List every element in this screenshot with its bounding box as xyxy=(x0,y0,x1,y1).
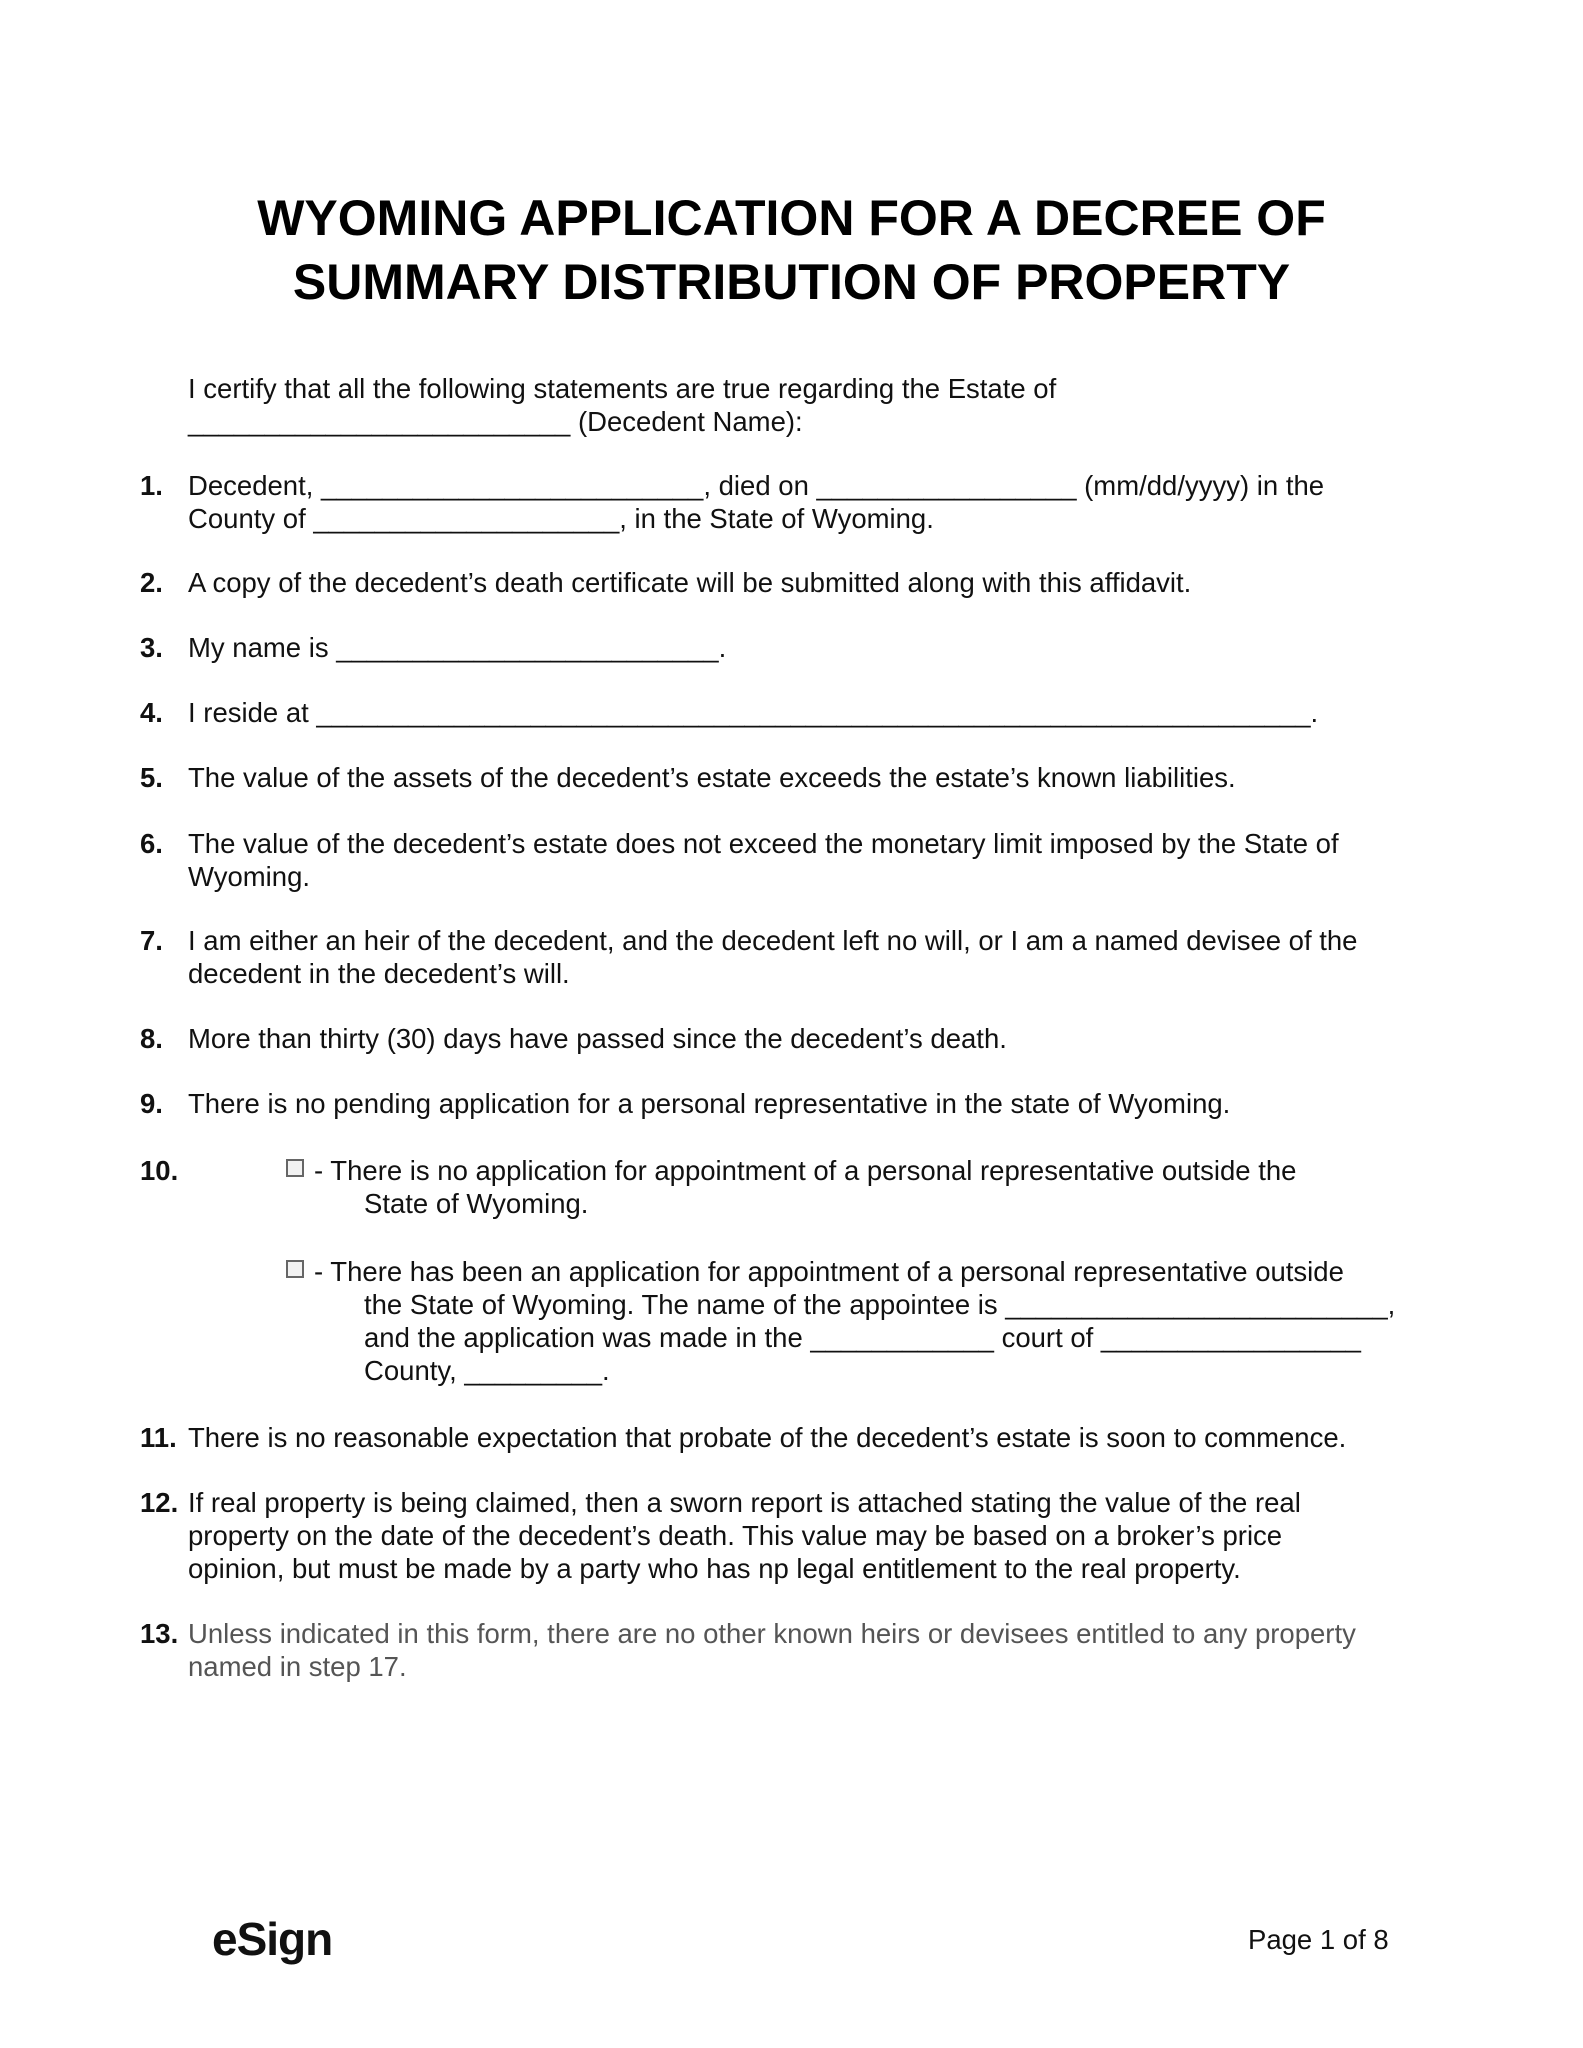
page-number: Page 1 of 8 xyxy=(1248,1924,1389,1955)
item-text: I reside at _________________________________________________________________. xyxy=(188,697,1319,728)
item-text: opinion, but must be made by a party who has np legal entitlement to the real property. xyxy=(188,1553,1241,1584)
item-number: 11. xyxy=(140,1422,177,1453)
option-text: - There is no application for appointment of a personal representative outside the xyxy=(314,1155,1297,1186)
item-text: The value of the assets of the decedent’s estate exceeds the estate’s known liabilities. xyxy=(188,762,1236,793)
list-item xyxy=(140,1022,1420,1055)
option-text: - There has been an application for appointment of a personal representative outside xyxy=(314,1256,1344,1287)
item-number: 4. xyxy=(140,697,163,728)
item-number: 6. xyxy=(140,828,163,859)
intro-paragraph xyxy=(188,372,1438,438)
item-text: named in step 17. xyxy=(188,1651,407,1682)
option-text: and the application was made in the ____________ court of _________________ xyxy=(364,1322,1361,1353)
item-number: 2. xyxy=(140,567,163,598)
option-text: the State of Wyoming. The name of the appointee is _________________________, xyxy=(364,1289,1396,1320)
option-text: County, _________. xyxy=(364,1355,610,1386)
item-text: Unless indicated in this form, there are no other known heirs or devisees entitled to any property xyxy=(188,1618,1356,1649)
item-text: If real property is being claimed, then a sworn report is attached stating the value of the real xyxy=(188,1487,1301,1518)
list-item xyxy=(140,1486,1420,1585)
option-text: State of Wyoming. xyxy=(364,1188,589,1219)
intro-line-1: I certify that all the following statements are true regarding the Estate of xyxy=(188,373,1057,404)
esign-logo: eSign xyxy=(212,1913,333,1965)
item-number: 13. xyxy=(140,1618,179,1649)
item-number: 5. xyxy=(140,762,163,793)
item-number: 9. xyxy=(140,1088,163,1119)
item-number: 3. xyxy=(140,632,163,663)
item-text: Decedent, _________________________, died on _________________ (mm/dd/yyyy) in the xyxy=(188,470,1325,501)
list-item xyxy=(140,696,1420,729)
document-title xyxy=(0,186,1583,314)
item-text: I am either an heir of the decedent, and the decedent left no will, or I am a named devisee of the xyxy=(188,925,1358,956)
item-text: More than thirty (30) days have passed since the decedent’s death. xyxy=(188,1023,1007,1054)
list-item xyxy=(140,469,1420,535)
item-text: County of ____________________, in the State of Wyoming. xyxy=(188,503,934,534)
list-item xyxy=(140,924,1420,990)
list-item xyxy=(140,761,1420,794)
item-number: 1. xyxy=(140,470,163,501)
item-text: decedent in the decedent’s will. xyxy=(188,958,570,989)
item-number: 8. xyxy=(140,1023,163,1054)
option-outside-application xyxy=(286,1255,1406,1387)
checkbox[interactable] xyxy=(286,1260,304,1278)
list-item xyxy=(140,1617,1420,1683)
list-item xyxy=(140,1087,1420,1120)
item-number: 12. xyxy=(140,1487,179,1518)
list-item xyxy=(140,1421,1420,1454)
title-line-2: SUMMARY DISTRIBUTION OF PROPERTY xyxy=(292,254,1291,310)
list-item xyxy=(140,827,1420,893)
list-item xyxy=(140,631,1420,664)
option-no-outside-application xyxy=(286,1154,1406,1220)
item-text: My name is _________________________. xyxy=(188,632,727,663)
item-text: A copy of the decedent’s death certificate will be submitted along with this affidavit. xyxy=(188,567,1192,598)
item-text: There is no reasonable expectation that probate of the decedent’s estate is soon to commence. xyxy=(188,1422,1347,1453)
intro-line-2: _________________________ (Decedent Name): xyxy=(188,406,803,437)
list-item xyxy=(140,566,1420,599)
item-text: property on the date of the decedent’s death. This value may be based on a broker’s price xyxy=(188,1520,1283,1551)
item-text: Wyoming. xyxy=(188,861,311,892)
checkbox[interactable] xyxy=(286,1159,304,1177)
title-line-1: WYOMING APPLICATION FOR A DECREE OF xyxy=(257,190,1326,246)
item-text: The value of the decedent’s estate does not exceed the monetary limit imposed by the State of xyxy=(188,828,1339,859)
item-number: 10. xyxy=(140,1155,179,1186)
item-text: There is no pending application for a personal representative in the state of Wyoming. xyxy=(188,1088,1231,1119)
item-number: 7. xyxy=(140,925,163,956)
